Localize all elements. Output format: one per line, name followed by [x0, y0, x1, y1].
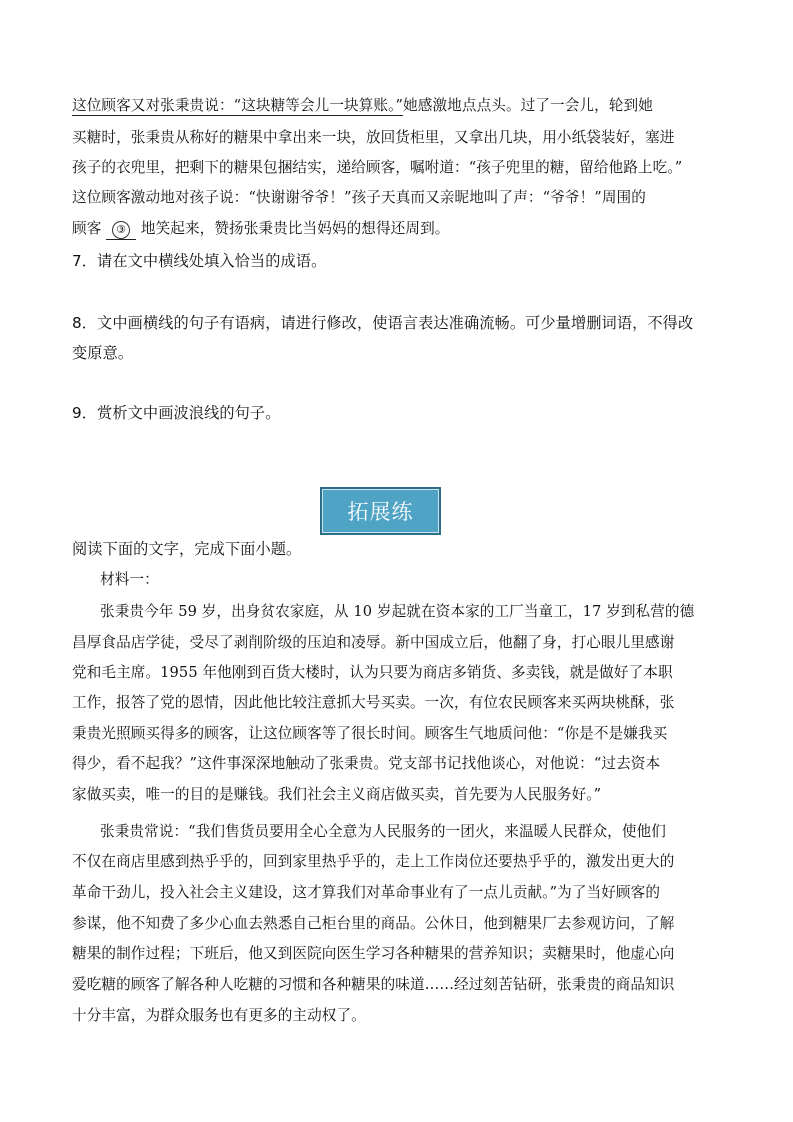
underlined-sentence: 这位顾客又对张秉贵说：“这块糖等会儿一块算账。” — [72, 97, 404, 114]
reading-instruction: 阅读下面的文字，完成下面小题。 — [72, 540, 302, 558]
para2-line: 爱吃糖的顾客了解各种人吃糖的习惯和各种糖果的味道……经过刻苦钻研，张秉贵的商品知识 — [72, 976, 675, 993]
para1-line: 秉贵光照顾买得多的顾客，让这位顾客等了很长时间。顾客生气地质问他：“你是不是嫌我买 — [72, 725, 668, 742]
para2-line: 不仅在商店里感到热乎乎的，回到家里热乎乎的，走上工作岗位还要热乎乎的，激发出更大的 — [72, 853, 675, 870]
para1-line: 工作，报答了党的恩情，因此他比较注意抓大号买卖。一次，有位农民顾客来买两块桃酥，张 — [72, 694, 675, 711]
para1-line: 昌厚食品店学徒，受尽了剥削阶级的压迫和凌辱。新中国成立后，他翻了身，打心眼儿里感谢 — [72, 634, 675, 651]
para1-line: 党和毛主席。1955 年他刚到百货大楼时，认为只要为商店多销货、多卖钱，就是做好了本职 — [72, 664, 673, 681]
passage-line-5-post: 地笑起来，赞扬张秉贵比当妈妈的想得还周到。 — [140, 220, 450, 237]
para1-line: 张秉贵今年 59 岁，出身贫农家庭，从 10 岁起就在资本家的工厂当童工，17 岁到私营的德 — [100, 603, 695, 620]
para2-line: 革命干劲儿，投入社会主义建设，这才算我们对革命事业有了一点儿贡献。”为了当好顾客的 — [72, 884, 661, 901]
passage-line-5-pre: 顾客 — [72, 220, 102, 237]
material-one-label: 材料一： — [100, 571, 159, 588]
question-7: 7．请在文中横线处填入恰当的成语。 — [72, 252, 327, 270]
para2-line: 张秉贵常说：“我们售货员要用全心全意为人民服务的一团火，来温暖人民群众，使他们 — [100, 823, 666, 840]
para2-line: 糖果的制作过程；下班后，他又到医院向医生学习各种糖果的营养知识；卖糖果时，他虚心向 — [72, 945, 675, 962]
circled-number-3: ③ — [112, 221, 130, 239]
passage-line-2: 买糖时，张秉贵从称好的糖果中拿出来一块，放回货柜里，又拿出几块，用小纸袋装好，塞进 — [72, 129, 675, 146]
para1-line: 得少，看不起我？”这件事深深地触动了张秉贵。党支部书记找他谈心，对他说：“过去资本 — [72, 755, 661, 772]
passage-line-4: 这位顾客激动地对孩子说：“快谢谢爷爷！”孩子天真而又亲昵地叫了声：“爷爷！”周围的 — [72, 189, 646, 206]
para1-line: 家做买卖，唯一的目的是赚钱。我们社会主义商店做买卖，首先要为人民服务好。” — [72, 786, 602, 803]
para2-line: 十分丰富，为群众服务也有更多的主动权了。 — [72, 1007, 366, 1024]
blank-fill-3 — [106, 221, 136, 240]
question-8-line-2: 变原意。 — [72, 344, 134, 362]
extension-practice-badge — [320, 487, 441, 535]
badge-label: 拓展练 — [347, 500, 414, 524]
question-9: 9．赏析文中画波浪线的句子。 — [72, 404, 281, 422]
question-8-line-1: 8．文中画横线的句子有语病，请进行修改，使语言表达准确流畅。可少量增删词语，不得改 — [72, 314, 694, 332]
passage-line-5 — [72, 219, 449, 240]
passage-line-1 — [72, 96, 653, 116]
passage-line-3: 孩子的衣兜里，把剩下的糖果包捆结实，递给顾客，嘱咐道：“孩子兜里的糖，留给他路上吃。” — [72, 159, 683, 176]
para2-line: 参谋，他不知费了多少心血去熟悉自己柜台里的商品。公休日，他到糖果厂去参观访问，了解 — [72, 915, 675, 932]
passage-line-1-rest: 她感激地点点头。过了一会儿，轮到她 — [403, 97, 653, 114]
